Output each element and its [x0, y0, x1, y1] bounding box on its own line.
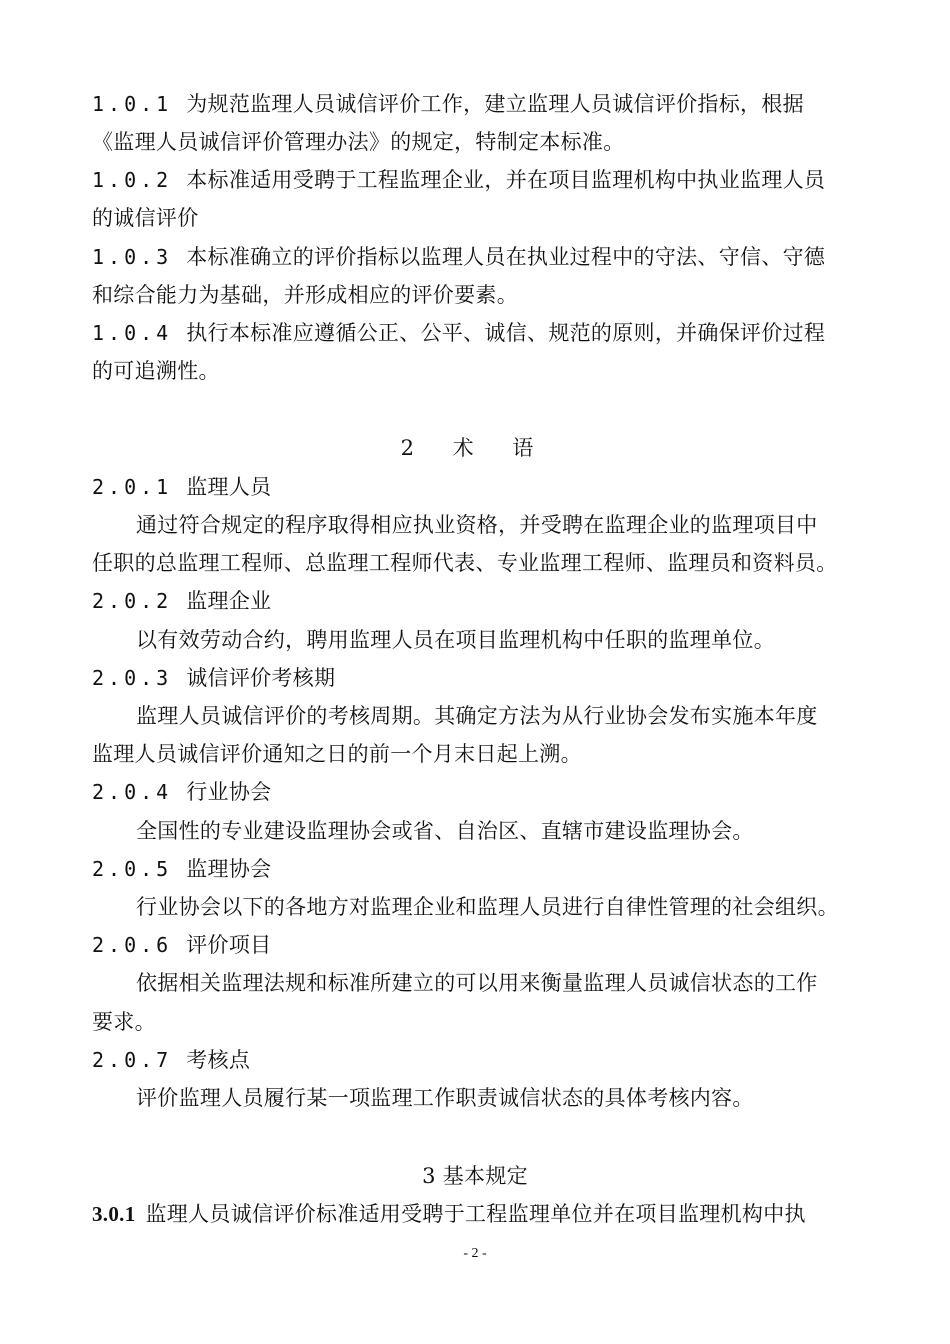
clause-3-0-1 — [92, 1200, 862, 1228]
term-2-0-4-definition: 全国性的专业建设监理协会或省、自治区、直辖市建设监理协会。 — [136, 819, 754, 843]
term-2-0-1 — [92, 473, 862, 501]
clause-1-0-2-line-2: 的诚信评价 — [92, 206, 199, 230]
clause-number: 1.0.1 — [92, 92, 173, 116]
term-2-0-2-definition: 以有效劳动合约，聘用监理人员在项目监理机构中任职的监理单位。 — [136, 628, 775, 652]
term-2-0-5-definition: 行业协会以下的各地方对监理企业和监理人员进行自律性管理的社会组织。 — [136, 895, 839, 919]
term-2-0-7 — [92, 1046, 862, 1074]
term-name: 评价项目 — [186, 933, 272, 957]
clause-1-0-4-line-1 — [92, 319, 862, 347]
term-2-0-2 — [92, 587, 862, 615]
clause-text: 监理人员诚信评价标准适用受聘于工程监理单位并在项目监理机构中执 — [145, 1202, 806, 1226]
clause-1-0-3-line-1 — [92, 243, 862, 271]
term-number: 2.0.4 — [92, 780, 173, 804]
clause-number: 3.0.1 — [92, 1202, 136, 1226]
term-number: 2.0.2 — [92, 589, 173, 613]
term-name: 监理协会 — [186, 857, 272, 881]
term-number: 2.0.3 — [92, 666, 173, 690]
term-2-0-3-definition-line-1: 监理人员诚信评价的考核周期。其确定方法为从行业协会发布实施本年度 — [136, 704, 818, 728]
clause-1-0-4-line-2: 的可追溯性。 — [92, 359, 220, 383]
clause-1-0-2-line-1 — [92, 166, 862, 194]
clause-text: 本标准确立的评价指标以监理人员在执业过程中的守法、守信、守德 — [186, 245, 826, 269]
clause-number: 1.0.4 — [92, 321, 173, 345]
clause-1-0-1-line-1 — [92, 90, 862, 118]
term-2-0-3-definition-line-2: 监理人员诚信评价通知之日的前一个月末日起上溯。 — [92, 742, 582, 766]
term-2-0-1-definition-line-2: 任职的总监理工程师、总监理工程师代表、专业监理工程师、监理员和资料员。 — [92, 551, 838, 575]
term-name: 监理企业 — [186, 589, 272, 613]
term-2-0-4 — [92, 778, 862, 806]
clause-1-0-3-line-2: 和综合能力为基础，并形成相应的评价要素。 — [92, 283, 518, 307]
clause-text: 本标准适用受聘于工程监理企业，并在项目监理机构中执业监理人员 — [186, 168, 826, 192]
term-name: 考核点 — [186, 1048, 251, 1072]
term-number: 2.0.7 — [92, 1048, 173, 1072]
term-2-0-1-definition-line-1: 通过符合规定的程序取得相应执业资格，并受聘在监理企业的监理项目中 — [136, 513, 818, 537]
term-2-0-6-definition-line-2: 要求。 — [92, 1010, 156, 1034]
page-number: - 2 - — [463, 1246, 487, 1261]
term-name: 诚信评价考核期 — [186, 666, 336, 690]
clause-number: 1.0.2 — [92, 168, 173, 192]
clause-text: 为规范监理人员诚信评价工作，建立监理人员诚信评价指标，根据 — [186, 92, 804, 116]
term-name: 监理人员 — [186, 475, 272, 499]
clause-1-0-1-line-2: 《监理人员诚信评价管理办法》的规定，特制定本标准。 — [92, 130, 625, 154]
clause-text: 执行本标准应遵循公正、公平、诚信、规范的原则，并确保评价过程 — [186, 321, 826, 345]
term-2-0-6-definition-line-1: 依据相关监理法规和标准所建立的可以用来衡量监理人员诚信状态的工作 — [136, 971, 818, 995]
term-2-0-7-definition: 评价监理人员履行某一项监理工作职责诚信状态的具体考核内容。 — [136, 1086, 754, 1110]
clause-number: 1.0.3 — [92, 245, 173, 269]
section-2-heading: 2 术 语 — [400, 436, 550, 460]
section-3-heading: 3 基本规定 — [422, 1164, 528, 1188]
term-2-0-6 — [92, 931, 862, 959]
term-2-0-3 — [92, 664, 862, 692]
term-number: 2.0.1 — [92, 475, 173, 499]
term-2-0-5 — [92, 855, 862, 883]
term-number: 2.0.6 — [92, 933, 173, 957]
term-name: 行业协会 — [186, 780, 272, 804]
term-number: 2.0.5 — [92, 857, 173, 881]
